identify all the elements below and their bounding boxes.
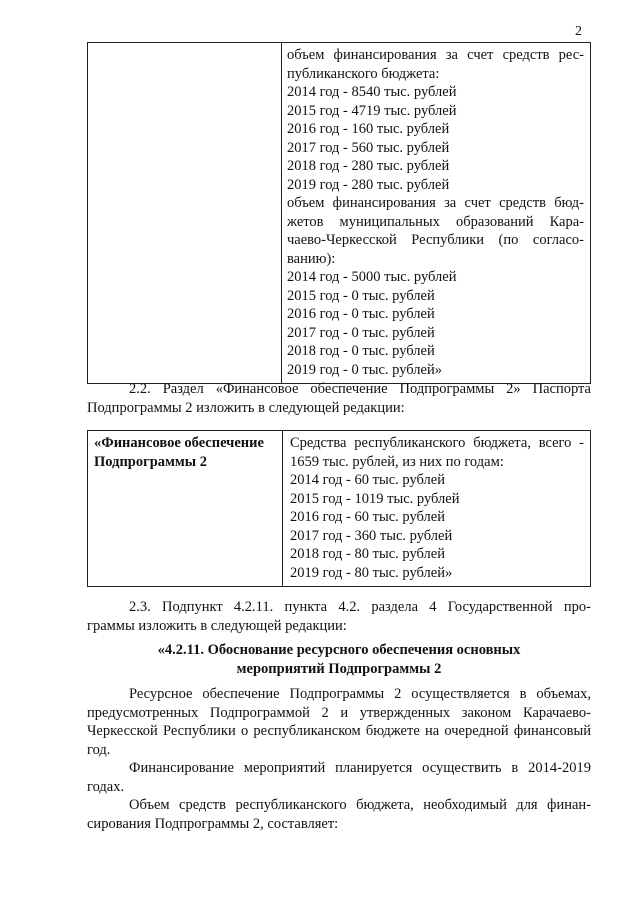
table-cell-left-empty (88, 43, 282, 384)
section-title-line: Подпрограммы 2 (94, 453, 207, 470)
financing-line: 2014 год - 8540 тыс. рублей (287, 84, 457, 100)
page-number: 2 (575, 24, 582, 39)
paragraph-text: годах. (87, 778, 125, 795)
financing-line: 2015 год - 4719 тыс. рублей (287, 102, 457, 119)
heading-line: «4.2.11. Обоснование ресурсного обеспечения основных (157, 642, 521, 658)
paragraph-2-2 (87, 380, 591, 417)
paragraph-line: граммы изложить в следующей редакции: (87, 617, 347, 634)
financing-line: 2017 год - 360 тыс. рублей (290, 527, 453, 544)
financing-line: 1659 тыс. рублей, из них по годам: (290, 453, 504, 470)
paragraph-resource-provision (87, 685, 591, 759)
financing-line: 2018 год - 280 тыс. рублей (287, 158, 450, 174)
financing-line: 2016 год - 60 тыс. рублей (290, 509, 445, 525)
financing-line: 2017 год - 0 тыс. рублей (287, 324, 435, 341)
financing-table-continued (87, 42, 591, 384)
financing-line: 2017 год - 560 тыс. рублей (287, 139, 450, 156)
paragraph-line: 2.2. Раздел «Финансовое обеспечение Подпрограммы 2» Паспорта (129, 381, 591, 397)
financing-line: 2015 год - 1019 тыс. рублей (290, 490, 460, 507)
financing-line: 2014 год - 5000 тыс. рублей (287, 269, 457, 285)
table-cell-financing-details (282, 43, 591, 384)
financing-line: 2019 год - 80 тыс. рублей» (290, 564, 453, 581)
paragraph-financing-period (87, 759, 591, 796)
paragraph-line: Подпрограммы 2 изложить в следующей редакции: (87, 399, 405, 416)
financing-line: 2015 год - 0 тыс. рублей (287, 287, 435, 304)
paragraph-line: 2.3. Подпункт 4.2.11. пункта 4.2. раздела 4 Государственной про- (129, 599, 591, 615)
heading-line: мероприятий Подпрограммы 2 (236, 660, 442, 677)
financing-line: 2014 год - 60 тыс. рублей (290, 472, 445, 488)
table-cell-financing-details (283, 431, 591, 587)
paragraph-line: Финансирование мероприятий планируется осуществить в 2014-2019 (129, 760, 591, 776)
financing-line: 2018 год - 0 тыс. рублей (287, 343, 435, 359)
financing-line: ванию): (287, 250, 336, 267)
paragraph-line: Объем средств республиканского бюджета, необходимый для финан- (129, 797, 591, 813)
financing-line: объем финансирования за счет средств рес- (287, 47, 584, 63)
table-cell-section-title (88, 431, 283, 587)
financing-line: чаево-Черкесской Республики (по согласо- (287, 232, 584, 248)
paragraph-line: Ресурсное обеспечение Подпрограммы 2 осуществляется в объемах, (129, 686, 591, 702)
paragraph-budget-volume (87, 796, 591, 833)
section-title-line: «Финансовое обеспечение (94, 435, 264, 451)
paragraph-text: сирования Подпрограммы 2, составляет: (87, 815, 339, 832)
financing-line: Средства республиканского бюджета, всего - (290, 435, 584, 451)
paragraph-text: предусмотренных Подпрограммой 2 и утвержденных законом Карачаево-Черкесской Республики о республиканском бюджете на очередной финансовый год. (87, 704, 591, 758)
financing-line: жетов муниципальных образований Кара- (287, 213, 584, 230)
financing-line: публиканского бюджета: (287, 65, 440, 82)
financing-lines (287, 46, 584, 379)
financing-line: объем финансирования за счет средств бюд- (287, 195, 584, 211)
section-heading-4-2-11 (87, 641, 591, 678)
financing-lines (290, 434, 584, 582)
financing-line: 2016 год - 160 тыс. рублей (287, 121, 450, 137)
financing-line: 2018 год - 80 тыс. рублей (290, 546, 445, 562)
subprogram-2-financing-table (87, 430, 591, 587)
paragraph-2-3 (87, 598, 591, 635)
financing-line: 2019 год - 0 тыс. рублей» (287, 361, 442, 378)
financing-line: 2016 год - 0 тыс. рублей (287, 306, 435, 322)
financing-line: 2019 год - 280 тыс. рублей (287, 176, 450, 193)
